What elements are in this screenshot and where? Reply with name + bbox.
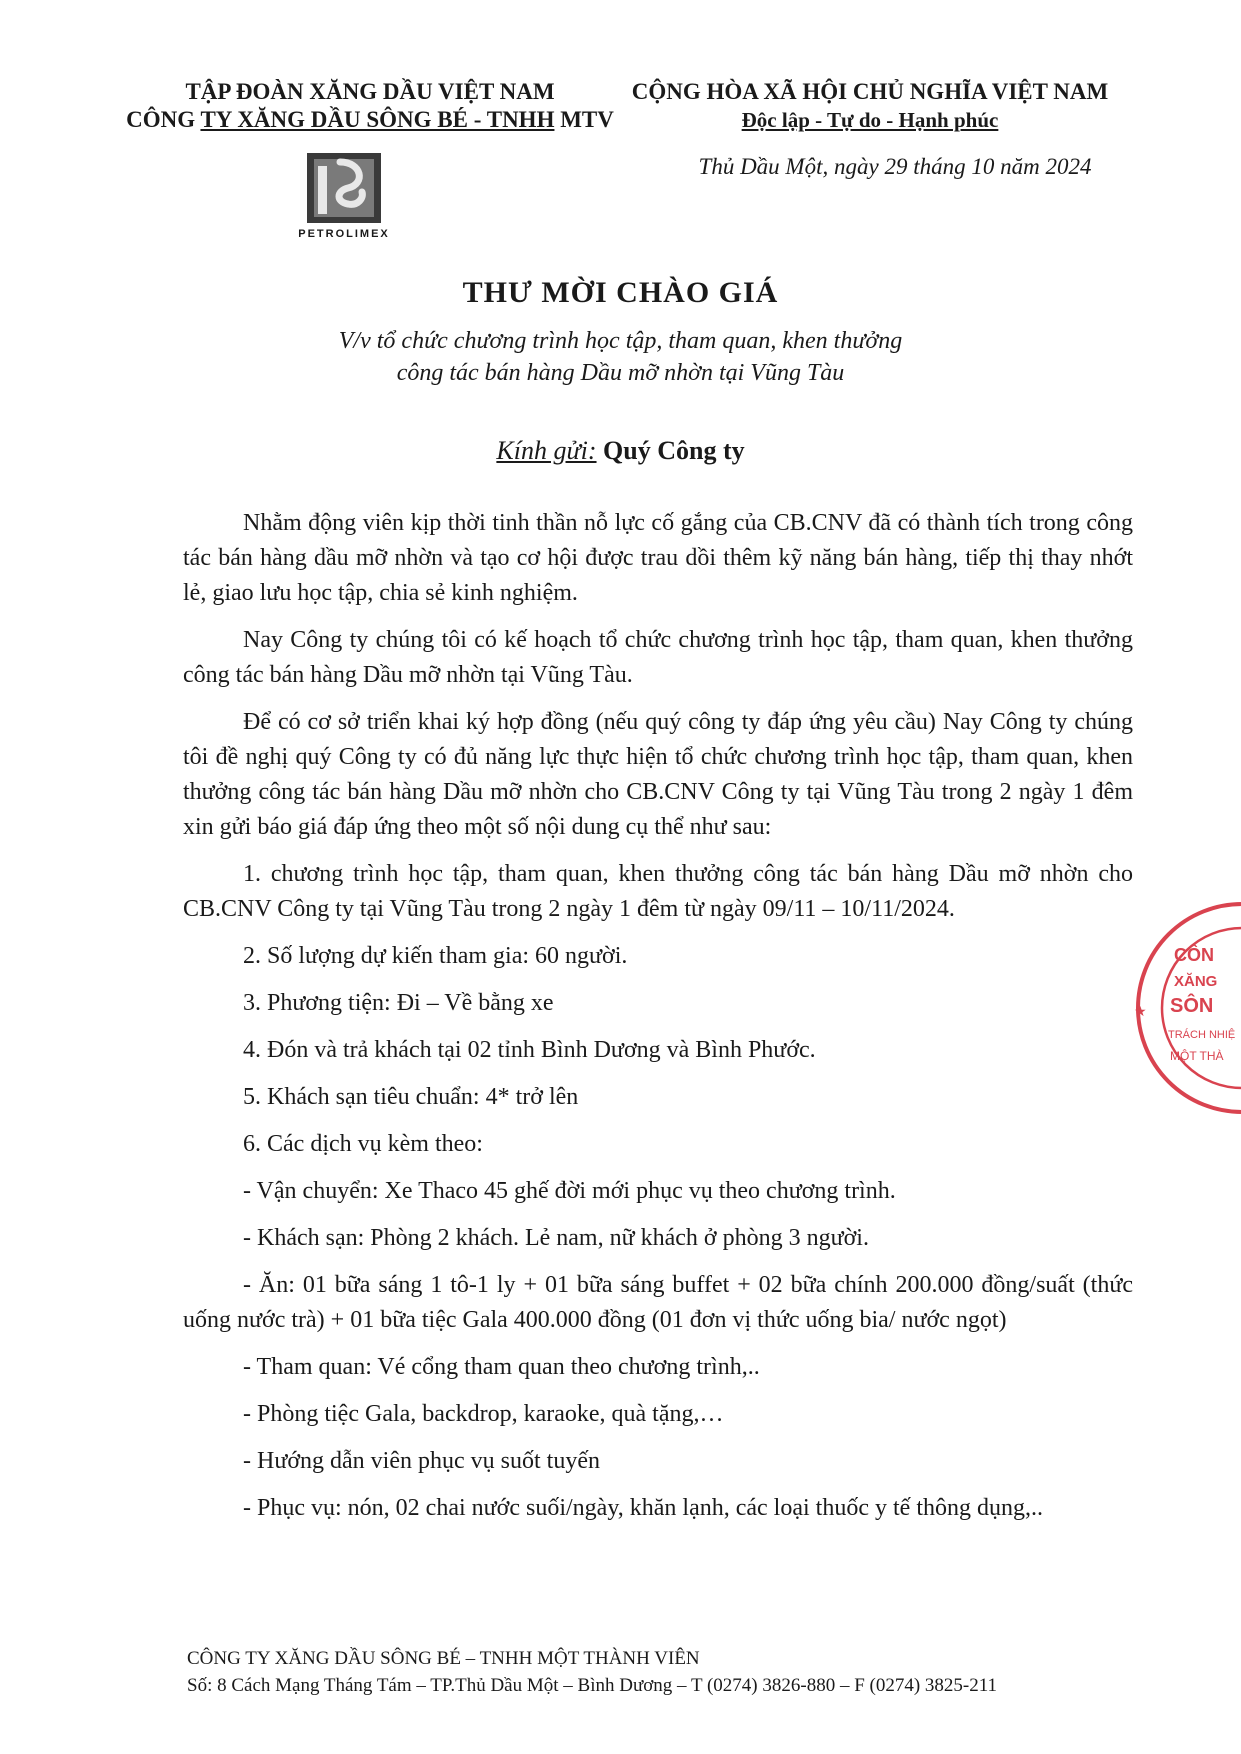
page-footer xyxy=(187,1645,997,1699)
logo-caption: PETROLIMEX xyxy=(298,228,390,240)
national-motto: Độc lập - Tự do - Hạnh phúc xyxy=(741,108,999,132)
list-item: 3. Phương tiện: Đi – Về bằng xe xyxy=(243,990,554,1016)
list-item: 1. chương trình học tập, tham quan, khen thưởng công tác bán hàng Dầu mỡ nhờn cho CB.CNV Công ty tại Vũng Tàu trong 2 ngày 1 đêm từ ngày 09/11 – 10/11/2024. xyxy=(183,861,1133,922)
service-item: - Khách sạn: Phòng 2 khách. Lẻ nam, nữ khách ở phòng 3 người. xyxy=(243,1225,869,1251)
service-item: - Phòng tiệc Gala, backdrop, karaoke, quà tặng,… xyxy=(243,1401,724,1427)
parent-org-name: TẬP ĐOÀN XĂNG DẦU VIỆT NAM xyxy=(185,79,555,104)
body-paragraph: Nhằm động viên kịp thời tinh thần nỗ lực cố gắng của CB.CNV đã có thành tích trong công tác bán hàng dầu mỡ nhờn và tạo cơ hội được trau dồi thêm kỹ năng bán hàng, tiếp thị thay nhớt lẻ, giao lưu học tập, chia sẻ kinh nghiệm. xyxy=(183,510,1133,606)
national-header xyxy=(620,78,1120,134)
company-name: CÔNG TY XĂNG DẦU SÔNG BÉ - TNHH MTV xyxy=(126,107,614,132)
service-item: - Tham quan: Vé cổng tham quan theo chương trình,.. xyxy=(243,1354,760,1380)
subject-line-2: công tác bán hàng Dầu mỡ nhờn tại Vũng Tàu xyxy=(396,360,845,386)
list-item: 5. Khách sạn tiêu chuẩn: 4* trở lên xyxy=(243,1084,579,1110)
seal-text-line: TRÁCH NHIỆ xyxy=(1168,1029,1236,1041)
subject-line-1: V/v tổ chức chương trình học tập, tham quan, khen thưởng xyxy=(338,328,903,354)
footer-company: CÔNG TY XĂNG DẦU SÔNG BÉ – TNHH MỘT THÀNH VIÊN xyxy=(187,1648,700,1669)
service-item: - Ăn: 01 bữa sáng 1 tô-1 ly + 01 bữa sáng buffet + 02 bữa chính 200.000 đồng/suất (thức uống nước trà) + 01 bữa tiệc Gala 400.000 đồng (01 đơn vị thức uống bia/ nước ngọt) xyxy=(183,1272,1133,1333)
service-item: - Hướng dẫn viên phục vụ suốt tuyến xyxy=(243,1448,600,1474)
company-seal-icon xyxy=(1112,898,1241,1118)
service-item: - Phục vụ: nón, 02 chai nước suối/ngày, khăn lạnh, các loại thuốc y tế thông dụng,.. xyxy=(243,1495,1043,1521)
issuer-block xyxy=(120,78,620,134)
document-title: THƯ MỜI CHÀO GIÁ xyxy=(462,276,779,309)
seal-text-line: MỘT THÀ xyxy=(1170,1049,1224,1063)
body-paragraph: Nay Công ty chúng tôi có kế hoạch tổ chức chương trình học tập, tham quan, khen thưởng công tác bán hàng Dầu mỡ nhờn tại Vũng Tàu. xyxy=(183,627,1133,688)
salutation-recipient: Quý Công ty xyxy=(596,436,745,465)
country-name: CỘNG HÒA XÃ HỘI CHỦ NGHĨA VIỆT NAM xyxy=(631,79,1109,104)
seal-star-icon: ★ xyxy=(1134,1005,1147,1020)
body-paragraph: Để có cơ sở triển khai ký hợp đồng (nếu quý công ty đáp ứng yêu cầu) Nay Công ty chúng tôi đề nghị quý Công ty có đủ năng lực thực hiện tổ chức chương trình học tập, tham quan, khen thưởng công tác bán hàng Dầu mỡ nhờn cho CB.CNV Công ty tại Vũng Tàu trong 2 ngày 1 đêm xin gửi báo giá đáp ứng theo một số nội dung cụ thể như sau: xyxy=(183,709,1133,840)
footer-address: Số: 8 Cách Mạng Tháng Tám – TP.Thủ Dầu Một – Bình Dương – T (0274) 3826-880 – F (0274) 3825-211 xyxy=(187,1675,998,1696)
petrolimex-logo-icon xyxy=(306,152,382,224)
date-line: Thủ Dầu Một, ngày 29 tháng 10 năm 2024 xyxy=(698,154,1092,179)
salutation xyxy=(0,436,1241,466)
seal-text-line: SÔN xyxy=(1170,995,1214,1017)
list-item: 4. Đón và trả khách tại 02 tỉnh Bình Dương và Bình Phước. xyxy=(243,1037,816,1063)
letter-body xyxy=(183,506,1133,1526)
service-item: - Vận chuyển: Xe Thaco 45 ghế đời mới phục vụ theo chương trình. xyxy=(243,1178,896,1204)
seal-text-line: CÔN xyxy=(1174,945,1214,965)
seal-text-line: XĂNG xyxy=(1174,973,1218,990)
list-item: 6. Các dịch vụ kèm theo: xyxy=(243,1131,483,1157)
list-item: 2. Số lượng dự kiến tham gia: 60 người. xyxy=(243,943,628,969)
salutation-label: Kính gửi: xyxy=(496,436,597,465)
